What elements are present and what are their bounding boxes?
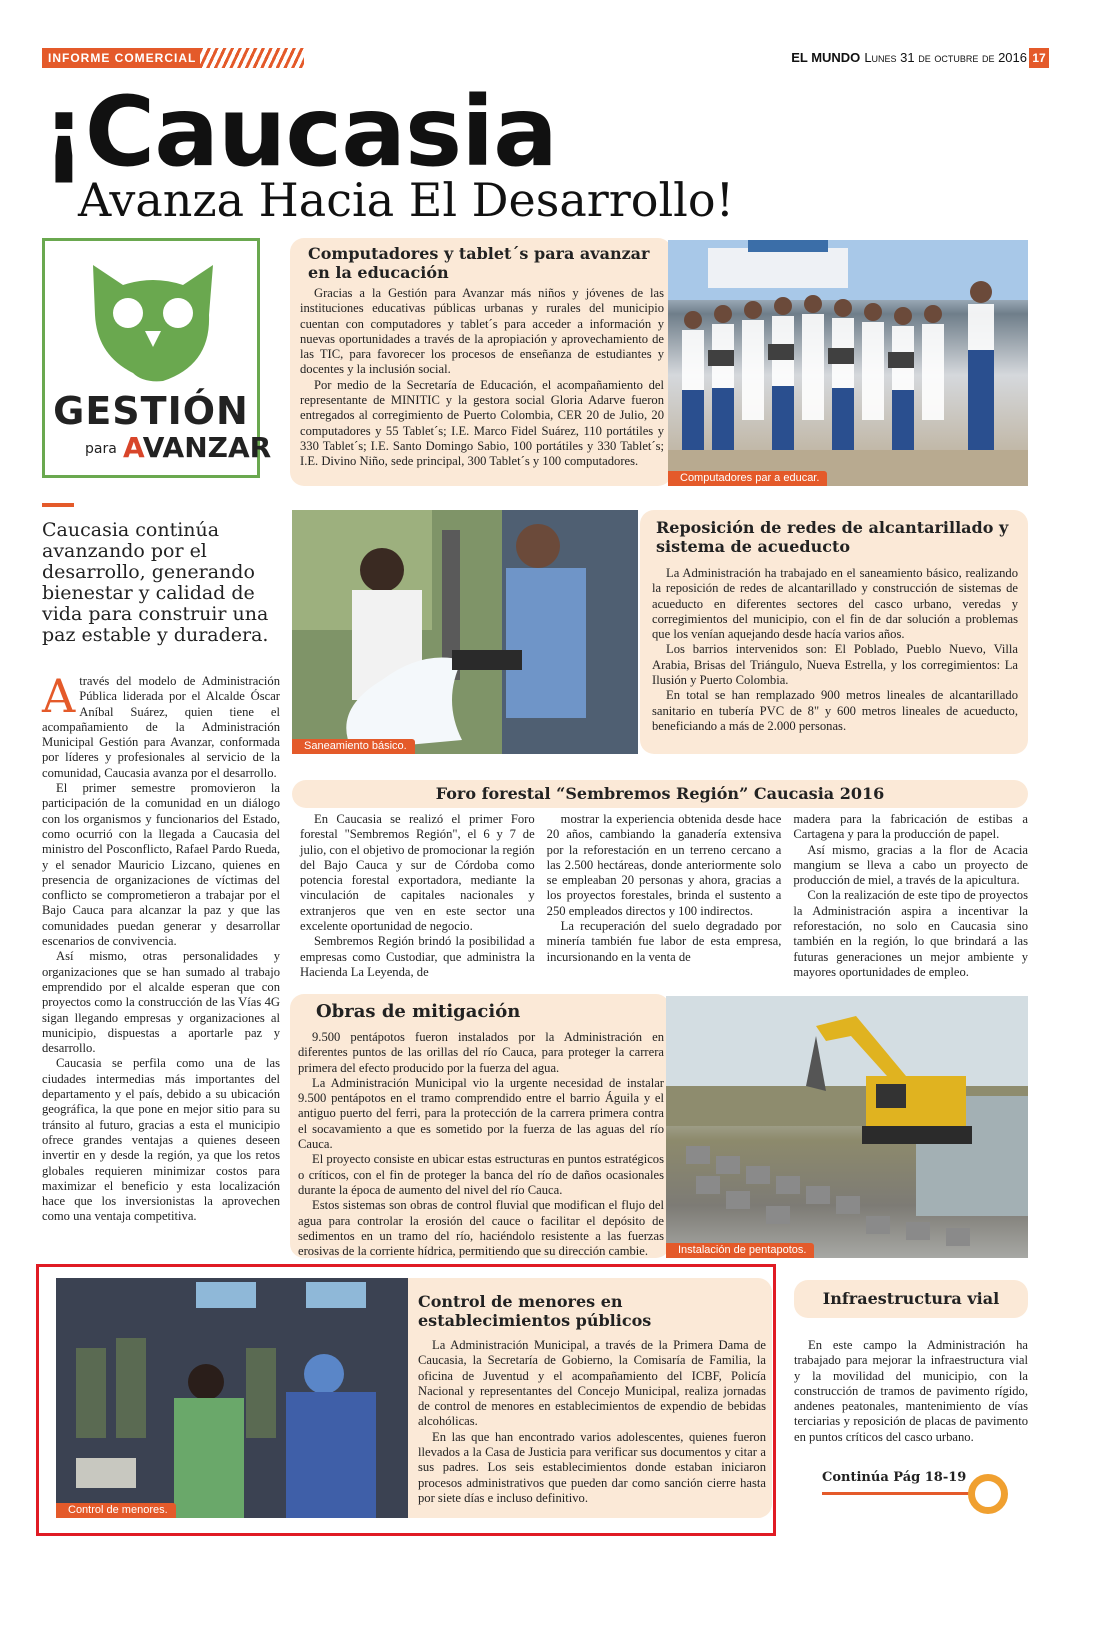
computadores-photo xyxy=(668,240,1028,486)
drop-cap: A xyxy=(42,669,76,723)
left-article xyxy=(42,669,280,1225)
left-paragraph-1 xyxy=(42,669,280,781)
logo-word-gestion: GESTIÓN xyxy=(53,389,249,433)
issue-date: Lunes 31 de octubre de 2016 xyxy=(864,50,1027,65)
foro-column-3 xyxy=(793,812,1028,980)
officials-illustration xyxy=(56,1278,408,1518)
header-stripes xyxy=(200,48,304,68)
foro-paragraph: Así mismo, gracias a la flor de Acacia mangium se lleva a cabo un proyecto de producción de miel, a través de la apicultura. xyxy=(793,842,1029,888)
computadores-paragraph: Por medio de la Secretaría de Educación, el acompañamiento del representante de MINITIC y la gestora social Gloria Adarve fueron entregados al corregimiento de Puerto Colombia, CER 20 de Julio, 20 computadores y 55 Tablet´s; I.E. Marco Fidel Suárez, 110 portátiles y 330 Tablet´s; I.E. Santo Domingo Sabio, 100 portátiles y 330 Tablet´s; I.E. Divino Niño, sede principal, 300 Tablet´s y 100 computadores. xyxy=(300,377,664,469)
left-paragraph-2: El primer semestre promovieron la participación de la comunidad en un diálogo con los organismos y funcionarios del Estado, como ocurrió con la llegada a Caucasia del ministro del Posconflicto, Rafael Pardo Rueda, y el senador Mauricio Lizcano, quienes en presencia de organizaciones de víctimas del conflicto se comprometieron a trabajar por el Bajo Cauca para alcanzar la paz y que las comunidades puedan generar y desarrollar escenarios de convivencia. xyxy=(42,781,280,949)
water-pipe-illustration xyxy=(292,510,638,754)
photo-caption: Control de menores. xyxy=(56,1503,176,1518)
reposicion-title: Reposición de redes de alcantarillado y sistema de acueducto xyxy=(656,518,1009,556)
reposicion-body xyxy=(652,566,1018,734)
reposicion-paragraph: La Administración ha trabajado en el saneamiento básico, realizando la reposición de redes de alcantarillado y construcción de sistemas de acueducto en diferentes sectores del casco urbano, veredas y corregimientos del municipio, con el fin de dar solución a problemas que los venían aquejando desde hacía varios años. xyxy=(652,566,1018,642)
ring-icon xyxy=(968,1474,1008,1514)
foro-column-2 xyxy=(547,812,782,980)
continued-link[interactable]: Continúa Pág 18-19 xyxy=(822,1470,967,1485)
foro-paragraph: Sembremos Región brindó la posibilidad a empresas como Custodiar, que administra la Hacienda La Leyenda, de xyxy=(300,934,535,979)
foro-column-1 xyxy=(300,812,535,980)
control-box xyxy=(408,1278,772,1518)
lead-paragraph: Caucasia continúa avanzando por el desarrollo, generando bienestar y calidad de vida para construir una paz estable y duradera. xyxy=(42,519,269,646)
page-title: ¡Caucasia xyxy=(42,76,557,188)
foro-paragraph: En Caucasia se realizó el primer Foro forestal "Sembremos Región", el 6 y 7 de julio, con el objetivo de promocionar la región del Bajo Cauca y sur de Córdoba como potencia forestal exportadora, mediante la vinculación de capitales nacionales y extranjeros que ven en este sector una excelente oportunidad de negocio. xyxy=(300,812,535,934)
computadores-body xyxy=(300,286,664,470)
computadores-box xyxy=(290,238,672,486)
paper-name: EL MUNDO xyxy=(791,50,861,65)
page-subtitle: Avanza Hacia El Desarrollo! xyxy=(78,173,735,227)
students-illustration xyxy=(668,240,1028,486)
infra-title: Infraestructura vial xyxy=(794,1280,1028,1318)
logo-word-vanzar: VANZAR xyxy=(142,431,272,464)
obras-photo xyxy=(666,996,1028,1258)
reposicion-box xyxy=(640,510,1028,754)
control-paragraph: La Administración Municipal, a través de la Primera Dama de Caucasia, la Secretaría de Gobierno, la Comisaría de Familia, la oficina de Juventud y el acompañamiento del ICBF, Policía Nacional y representantes del Concejo Municipal, realiza jornadas de control de menores en establecimientos de expendio de bebidas alcohólicas. xyxy=(418,1338,766,1429)
foro-paragraph: Con la realización de este tipo de proyectos la Administración aspira a incentivar la reforestación, no solo en Caucasia sino también en la región, lo que brindará a las futuras generaciones un mejor ambiente y mayores oportunidades de empleo. xyxy=(793,888,1029,979)
photo-caption: Computadores par a educar. xyxy=(668,471,827,486)
computadores-title: Computadores y tablet´s para avanzar en la educación xyxy=(308,244,650,282)
control-body xyxy=(418,1338,766,1506)
logo-word-para: para xyxy=(85,441,117,457)
obras-paragraph: Estos sistemas son obras de control fluvial que modifican el flujo del agua para controlar la erosión del cauce o facilitar el depósito de sedimentos en un tramo del río, haciéndolo resistente a las fuerzas erosivas de la corriente hídrica, permitiendo que su dirección cambie. xyxy=(298,1198,664,1259)
header-masthead xyxy=(791,50,1027,65)
logo-letter-a: A xyxy=(123,431,143,464)
obras-box xyxy=(290,994,670,1258)
computadores-paragraph: Gracias a la Gestión para Avanzar más niños y jóvenes de las instituciones educativas públicas urbanas y rurales del municipio cuentan con computadores y tablet´s para acceder a información y nuevas oportunidades a través de la apropiación y aprovechamiento de las TIC, para favorecer los procesos de enseñanza de estudiantes y docentes y la inclusión social. xyxy=(300,286,664,377)
control-title: Control de menores en establecimientos públicos xyxy=(418,1292,652,1330)
continued-underline xyxy=(822,1492,972,1495)
infra-paragraph: En este campo la Administración ha trabajado para mejorar la infraestructura vial y la movilidad del municipio, con la construcción de tramos de pavimento rígido, andenes peatonales, mantenimiento de vías terciarias y reposición de placas de pavimento en puntos críticos del casco urbano. xyxy=(794,1338,1028,1444)
page-number: 17 xyxy=(1029,48,1049,68)
section-tag: INFORME COMERCIAL xyxy=(42,48,278,68)
obras-body xyxy=(298,1030,664,1259)
control-photo xyxy=(56,1278,408,1518)
reposicion-paragraph: Los barrios intervenidos son: El Poblado, Pueblo Nuevo, Villa Arabia, Brisas del Triángulo, Nueva Estrella, y los corregimientos: La Ilusión y Puerto Colombia. xyxy=(652,642,1018,688)
foro-title: Foro forestal “Sembremos Región” Caucasia 2016 xyxy=(292,780,1028,808)
gestion-logo xyxy=(42,238,272,478)
obras-paragraph: 9.500 pentápotos fueron instalados por la Administración en diferentes puntos de las orillas del río Cauca, para proteger la carrera primera del efecto producido por la fuerza del agua. xyxy=(298,1030,664,1075)
foro-paragraph: La recuperación del suelo degradado por minería también fue labor de esta empresa, incursionando en la venta de xyxy=(546,919,782,964)
left-paragraph-4: Caucasia se perfila como una de las ciudades intermedias más importantes del departamento y el país, debido a su ubicación geográfica, la que pone en mejor sitio para su tránsito al futuro, gracias a esta el municipio ofrece grandes ventajas a quienes deseen invertir en y desde la región, ya que los retos globales requieren minimizar costos para maximizar el beneficio y esta localización hace que los inversionistas la aprovechen como una ventaja competitiva. xyxy=(42,1056,280,1224)
obras-title: Obras de mitigación xyxy=(316,1001,521,1022)
excavator-illustration xyxy=(666,996,1028,1258)
foro-article xyxy=(300,812,1028,980)
saneamiento-photo xyxy=(292,510,638,754)
foro-paragraph: mostrar la experiencia obtenida desde hace 20 años, cambiando la ganadería extensiva por la reforestación en un terreno cercano a las 2.500 hectáreas, donde anteriormente solo se empleaban 20 personas y ahora, gracias a los proyectos forestales, brinda el sustento a 250 empleados directos y 100 indirectos. xyxy=(546,812,782,918)
obras-paragraph: El proyecto consiste en ubicar estas estructuras en puntos estratégicos o críticos, con el fin de proteger la banca del río de daños ocasionales durante la época de aumento del nivel del río Cauca. xyxy=(298,1152,664,1197)
photo-caption: Saneamiento básico. xyxy=(292,739,415,754)
left-paragraph-1-text: través del modelo de Administración Pública liderada por el Alcalde Óscar Aníbal Suárez, quien tiene el acompañamiento de la Administración Municipal Gestión para Avanzar, conformada por líderes y profesionales al servicio de la comunidad, Caucasia avanza por el desarrollo. xyxy=(42,674,280,780)
photo-caption: Instalación de pentapotos. xyxy=(666,1243,814,1258)
lead-divider xyxy=(42,503,74,507)
obras-paragraph: La Administración Municipal vio la urgente necesidad de instalar 9.500 pentápotos en el tramo comprendido entre el barrio Águila y el antiguo puerto del ferri, para la protección de la carrera primera contra el socavamiento a que es sometido por la fuerza de las aguas del río Cauca. xyxy=(298,1075,664,1152)
logo-word-avanzar xyxy=(123,431,271,464)
control-paragraph: En las que han encontrado varios adolescentes, quienes fueron llevados a la Casa de Justicia para verificar sus documentos y citar a sus padres. Los seis establecimientos donde estaban iniciaron procesos administrativos que pueden dar como sanción cierre hasta por siete días e incluso definitivo. xyxy=(418,1429,766,1505)
infra-body xyxy=(794,1338,1028,1445)
foro-paragraph: madera para la fabricación de estibas a Cartagena y para la producción de papel. xyxy=(793,812,1029,842)
owl-icon xyxy=(83,255,223,385)
reposicion-paragraph: En total se han remplazado 900 metros lineales de alcantarillado sanitario en tubería PVC de 8" y 600 metros lineales de acueducto, beneficiando a más de 2.000 personas. xyxy=(652,688,1018,733)
left-paragraph-3: Así mismo, otras personalidades y organizaciones que se han sumado al trabajo emprendido por el alcalde esperan que con proyectos como la construcción de las Vías 4G sigan llegando empresas y organizaciones al municipio, dispuestas a aportarle paz y desarrollo. xyxy=(42,949,280,1056)
